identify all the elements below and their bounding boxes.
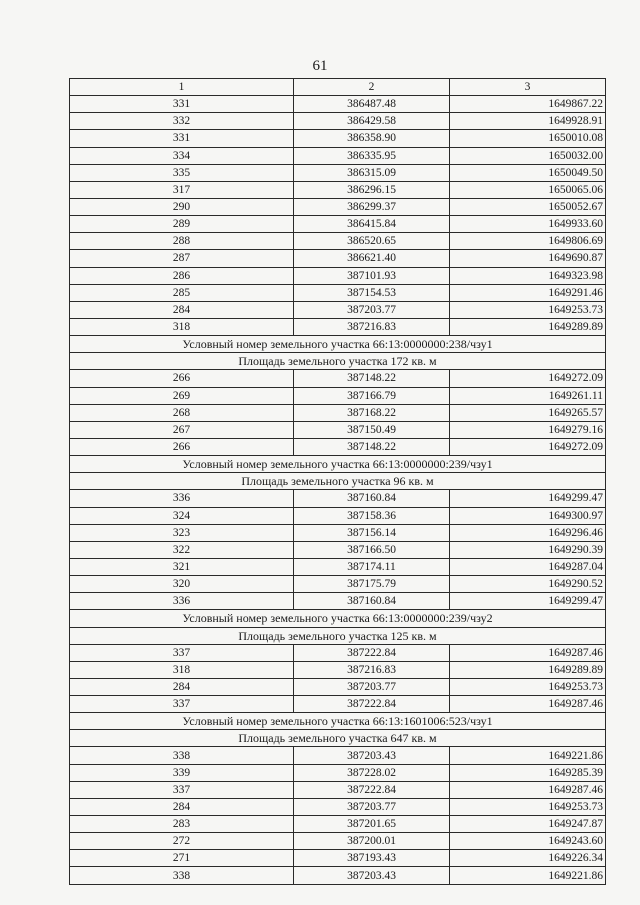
table-row — [70, 747, 606, 764]
table-row — [70, 558, 606, 575]
x-coordinate-cell: 387168.22 — [294, 404, 450, 421]
y-coordinate-cell: 1650052.67 — [450, 198, 606, 215]
y-coordinate-cell: 1649243.60 — [450, 833, 606, 850]
section-heading-row — [70, 610, 606, 627]
section-heading: Площадь земельного участка 647 кв. м — [70, 730, 606, 747]
section-heading-row — [70, 456, 606, 473]
x-coordinate-cell: 387150.49 — [294, 421, 450, 438]
y-coordinate-cell: 1649287.04 — [450, 558, 606, 575]
table-row — [70, 764, 606, 781]
x-coordinate-cell: 387216.83 — [294, 661, 450, 678]
point-number-cell: 283 — [70, 816, 294, 833]
section-heading: Площадь земельного участка 125 кв. м — [70, 627, 606, 644]
y-coordinate-cell: 1649272.09 — [450, 438, 606, 455]
table-row — [70, 541, 606, 558]
table-row — [70, 318, 606, 335]
section-heading-row — [70, 336, 606, 353]
point-number-cell: 332 — [70, 113, 294, 130]
y-coordinate-cell: 1649933.60 — [450, 216, 606, 233]
point-number-cell: 338 — [70, 747, 294, 764]
x-coordinate-cell: 386335.95 — [294, 147, 450, 164]
table-row — [70, 216, 606, 233]
table-row — [70, 644, 606, 661]
table-row — [70, 250, 606, 267]
point-number-cell: 337 — [70, 781, 294, 798]
y-coordinate-cell: 1649285.39 — [450, 764, 606, 781]
x-coordinate-cell: 386299.37 — [294, 198, 450, 215]
table-row — [70, 798, 606, 815]
x-coordinate-cell: 387222.84 — [294, 781, 450, 798]
section-heading-row — [70, 730, 606, 747]
column-header-x: 2 — [294, 79, 450, 96]
x-coordinate-cell: 387222.84 — [294, 644, 450, 661]
y-coordinate-cell: 1649247.87 — [450, 816, 606, 833]
x-coordinate-cell: 386358.90 — [294, 130, 450, 147]
x-coordinate-cell: 387175.79 — [294, 576, 450, 593]
point-number-cell: 266 — [70, 438, 294, 455]
y-coordinate-cell: 1650049.50 — [450, 164, 606, 181]
x-coordinate-cell: 387203.77 — [294, 301, 450, 318]
table-row — [70, 233, 606, 250]
y-coordinate-cell: 1649290.52 — [450, 576, 606, 593]
point-number-cell: 271 — [70, 850, 294, 867]
y-coordinate-cell: 1649287.46 — [450, 644, 606, 661]
table-row — [70, 96, 606, 113]
point-number-cell: 337 — [70, 696, 294, 713]
point-number-cell: 285 — [70, 284, 294, 301]
x-coordinate-cell: 387160.84 — [294, 593, 450, 610]
x-coordinate-cell: 387148.22 — [294, 370, 450, 387]
table-row — [70, 147, 606, 164]
table-row — [70, 421, 606, 438]
x-coordinate-cell: 387166.50 — [294, 541, 450, 558]
x-coordinate-cell: 387203.77 — [294, 798, 450, 815]
table-row — [70, 164, 606, 181]
y-coordinate-cell: 1649253.73 — [450, 301, 606, 318]
section-heading-row — [70, 627, 606, 644]
y-coordinate-cell: 1649300.97 — [450, 507, 606, 524]
y-coordinate-cell: 1649323.98 — [450, 267, 606, 284]
point-number-cell: 331 — [70, 130, 294, 147]
x-coordinate-cell: 387156.14 — [294, 524, 450, 541]
point-number-cell: 269 — [70, 387, 294, 404]
section-heading-row — [70, 713, 606, 730]
table-row — [70, 370, 606, 387]
x-coordinate-cell: 387158.36 — [294, 507, 450, 524]
table-row — [70, 833, 606, 850]
table-row — [70, 284, 606, 301]
x-coordinate-cell: 387166.79 — [294, 387, 450, 404]
x-coordinate-cell: 386487.48 — [294, 96, 450, 113]
y-coordinate-cell: 1649253.73 — [450, 678, 606, 695]
point-number-cell: 323 — [70, 524, 294, 541]
table-row — [70, 267, 606, 284]
x-coordinate-cell: 387228.02 — [294, 764, 450, 781]
section-heading: Площадь земельного участка 96 кв. м — [70, 473, 606, 490]
table-row — [70, 661, 606, 678]
point-number-cell: 322 — [70, 541, 294, 558]
table-row — [70, 490, 606, 507]
y-coordinate-cell: 1649287.46 — [450, 696, 606, 713]
table-row — [70, 867, 606, 884]
y-coordinate-cell: 1649253.73 — [450, 798, 606, 815]
y-coordinate-cell: 1649291.46 — [450, 284, 606, 301]
table-row — [70, 507, 606, 524]
x-coordinate-cell: 386621.40 — [294, 250, 450, 267]
column-header-point: 1 — [70, 79, 294, 96]
point-number-cell: 317 — [70, 181, 294, 198]
point-number-cell: 266 — [70, 370, 294, 387]
y-coordinate-cell: 1649221.86 — [450, 747, 606, 764]
table-row — [70, 438, 606, 455]
x-coordinate-cell: 386315.09 — [294, 164, 450, 181]
x-coordinate-cell: 386520.65 — [294, 233, 450, 250]
x-coordinate-cell: 387203.43 — [294, 867, 450, 884]
column-header-y: 3 — [450, 79, 606, 96]
section-heading: Условный номер земельного участка 66:13:0000000:239/чзу2 — [70, 610, 606, 627]
x-coordinate-cell: 387216.83 — [294, 318, 450, 335]
point-number-cell: 288 — [70, 233, 294, 250]
y-coordinate-cell: 1649226.34 — [450, 850, 606, 867]
x-coordinate-cell: 386415.84 — [294, 216, 450, 233]
y-coordinate-cell: 1649690.87 — [450, 250, 606, 267]
table-row — [70, 850, 606, 867]
section-heading: Условный номер земельного участка 66:13:0000000:239/чзу1 — [70, 456, 606, 473]
x-coordinate-cell: 387174.11 — [294, 558, 450, 575]
section-heading-row — [70, 473, 606, 490]
y-coordinate-cell: 1649221.86 — [450, 867, 606, 884]
y-coordinate-cell: 1649867.22 — [450, 96, 606, 113]
x-coordinate-cell: 387148.22 — [294, 438, 450, 455]
x-coordinate-cell: 387154.53 — [294, 284, 450, 301]
point-number-cell: 290 — [70, 198, 294, 215]
table-row — [70, 113, 606, 130]
section-heading-row — [70, 353, 606, 370]
point-number-cell: 284 — [70, 678, 294, 695]
x-coordinate-cell: 387222.84 — [294, 696, 450, 713]
point-number-cell: 336 — [70, 593, 294, 610]
table-row — [70, 816, 606, 833]
x-coordinate-cell: 387101.93 — [294, 267, 450, 284]
point-number-cell: 334 — [70, 147, 294, 164]
table-row — [70, 524, 606, 541]
point-number-cell: 331 — [70, 96, 294, 113]
point-number-cell: 284 — [70, 798, 294, 815]
y-coordinate-cell: 1649265.57 — [450, 404, 606, 421]
x-coordinate-cell: 387203.43 — [294, 747, 450, 764]
x-coordinate-cell: 387200.01 — [294, 833, 450, 850]
y-coordinate-cell: 1649289.89 — [450, 661, 606, 678]
point-number-cell: 338 — [70, 867, 294, 884]
point-number-cell: 339 — [70, 764, 294, 781]
y-coordinate-cell: 1649296.46 — [450, 524, 606, 541]
x-coordinate-cell: 386429.58 — [294, 113, 450, 130]
table-row — [70, 387, 606, 404]
table-row — [70, 181, 606, 198]
table-row — [70, 576, 606, 593]
table-row — [70, 404, 606, 421]
table-row — [70, 301, 606, 318]
y-coordinate-cell: 1649279.16 — [450, 421, 606, 438]
point-number-cell: 320 — [70, 576, 294, 593]
point-number-cell: 268 — [70, 404, 294, 421]
point-number-cell: 318 — [70, 318, 294, 335]
point-number-cell: 337 — [70, 644, 294, 661]
point-number-cell: 324 — [70, 507, 294, 524]
point-number-cell: 321 — [70, 558, 294, 575]
table-row — [70, 678, 606, 695]
y-coordinate-cell: 1649287.46 — [450, 781, 606, 798]
y-coordinate-cell: 1649289.89 — [450, 318, 606, 335]
y-coordinate-cell: 1649261.11 — [450, 387, 606, 404]
point-number-cell: 318 — [70, 661, 294, 678]
x-coordinate-cell: 387193.43 — [294, 850, 450, 867]
y-coordinate-cell: 1649806.69 — [450, 233, 606, 250]
x-coordinate-cell: 386296.15 — [294, 181, 450, 198]
y-coordinate-cell: 1649299.47 — [450, 490, 606, 507]
x-coordinate-cell: 387203.77 — [294, 678, 450, 695]
x-coordinate-cell: 387160.84 — [294, 490, 450, 507]
table-row — [70, 593, 606, 610]
point-number-cell: 289 — [70, 216, 294, 233]
x-coordinate-cell: 387201.65 — [294, 816, 450, 833]
table-row — [70, 130, 606, 147]
table-row — [70, 781, 606, 798]
point-number-cell: 284 — [70, 301, 294, 318]
section-heading: Условный номер земельного участка 66:13:1601006:523/чзу1 — [70, 713, 606, 730]
table-row — [70, 198, 606, 215]
y-coordinate-cell: 1649299.47 — [450, 593, 606, 610]
y-coordinate-cell: 1650010.08 — [450, 130, 606, 147]
y-coordinate-cell: 1649272.09 — [450, 370, 606, 387]
section-heading: Площадь земельного участка 172 кв. м — [70, 353, 606, 370]
point-number-cell: 336 — [70, 490, 294, 507]
table-header-row — [70, 79, 606, 96]
point-number-cell: 335 — [70, 164, 294, 181]
table-row — [70, 696, 606, 713]
point-number-cell: 286 — [70, 267, 294, 284]
y-coordinate-cell: 1650065.06 — [450, 181, 606, 198]
coordinates-table — [69, 78, 606, 885]
y-coordinate-cell: 1649290.39 — [450, 541, 606, 558]
point-number-cell: 272 — [70, 833, 294, 850]
page-number: 61 — [312, 58, 328, 74]
point-number-cell: 267 — [70, 421, 294, 438]
point-number-cell: 287 — [70, 250, 294, 267]
y-coordinate-cell: 1650032.00 — [450, 147, 606, 164]
y-coordinate-cell: 1649928.91 — [450, 113, 606, 130]
section-heading: Условный номер земельного участка 66:13:0000000:238/чзу1 — [70, 336, 606, 353]
